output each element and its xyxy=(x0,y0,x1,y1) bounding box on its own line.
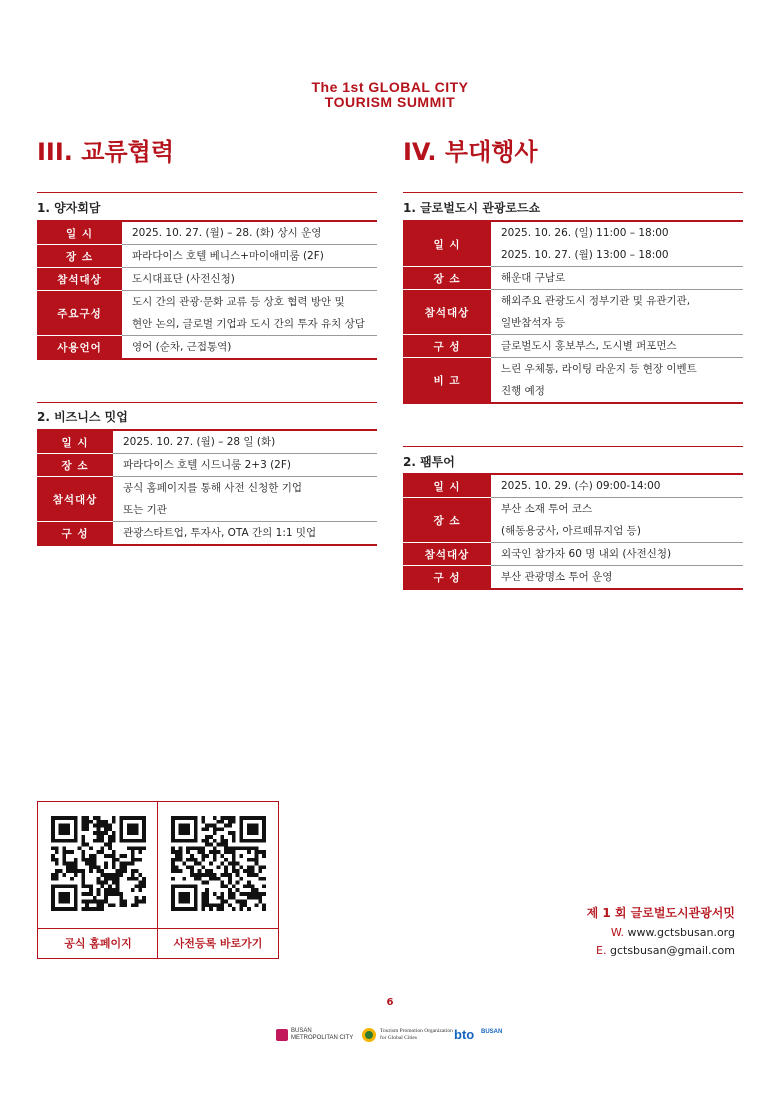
row-key: 구 성 xyxy=(37,522,113,546)
contact-web xyxy=(611,926,735,939)
qr-pre-registration[interactable] xyxy=(158,802,278,958)
row-key: 구 성 xyxy=(403,566,491,590)
qr-code-icon[interactable] xyxy=(51,816,146,911)
row-key: 장 소 xyxy=(37,454,113,477)
row-value xyxy=(491,290,743,335)
bto-mark-icon: bto xyxy=(454,1027,475,1042)
row-value-line: 외국인 참가자 60 명 내외 (사전신청) xyxy=(501,548,672,560)
row-value-line: 2025. 10. 26. (일) 11:00 – 18:00 xyxy=(501,227,669,239)
row-value-line: 느린 우체통, 라이팅 라운지 등 현장 이벤트 xyxy=(501,363,697,375)
row-value xyxy=(491,474,743,498)
row-value xyxy=(113,454,377,477)
row-value-line: 해외주요 관광도시 정부기관 및 유관기관, xyxy=(501,295,691,307)
logo-line1: The 1st GLOBAL CITY xyxy=(311,79,469,95)
email-link[interactable]: gctsbusan@gmail.com xyxy=(609,944,735,957)
row-key: 참석대상 xyxy=(37,477,113,522)
busan-logo-line1: BUSAN xyxy=(291,1028,312,1034)
tpo-logo-line1: Tourism Promotion Organization xyxy=(380,1028,453,1034)
row-value-line: (해동용궁사, 아르떼뮤지엄 등) xyxy=(501,525,641,537)
row-value xyxy=(491,498,743,543)
row-value-line: 2025. 10. 27. (월) – 28 일 (화) xyxy=(123,436,276,448)
table-row xyxy=(403,290,743,335)
row-value-line: 글로벌도시 홍보부스, 도시별 퍼포먼스 xyxy=(501,340,677,352)
row-key: 참석대상 xyxy=(37,268,122,291)
row-value-line: 현안 논의, 글로벌 기업과 도시 간의 투자 유치 상담 xyxy=(132,318,365,330)
row-value xyxy=(113,477,377,522)
busan-mark-icon xyxy=(276,1029,288,1041)
subheading-business-meetup: 2. 비즈니스 밋업 xyxy=(37,410,128,424)
business-meetup-table xyxy=(37,429,377,546)
table-row xyxy=(403,221,743,267)
row-key: 장 소 xyxy=(403,498,491,543)
qr-label-homepage[interactable]: 공식 홈페이지 xyxy=(38,928,158,958)
table-row xyxy=(403,474,743,498)
row-key: 일 시 xyxy=(403,474,491,498)
row-value-line: 2025. 10. 29. (수) 09:00-14:00 xyxy=(501,480,661,492)
row-key: 일 시 xyxy=(37,221,122,245)
row-key: 참석대상 xyxy=(403,290,491,335)
row-value-line: 도시대표단 (사전신청) xyxy=(132,273,235,285)
row-value xyxy=(491,543,743,566)
tpo-mark-icon xyxy=(362,1028,376,1042)
row-value xyxy=(122,221,377,245)
summit-logo xyxy=(0,80,780,110)
qr-official-homepage[interactable] xyxy=(38,802,158,958)
row-key: 일 시 xyxy=(37,430,113,454)
row-value-line: 부산 소재 투어 코스 xyxy=(501,503,593,515)
row-value-line: 2025. 10. 27. (월) – 28. (화) 상시 운영 xyxy=(132,227,322,239)
subheading-fam-tour: 2. 팸투어 xyxy=(403,455,455,469)
table-row xyxy=(403,358,743,404)
busan-logo-line2: METROPOLITAN CITY xyxy=(291,1035,354,1041)
row-key: 일 시 xyxy=(403,221,491,267)
row-key: 장 소 xyxy=(37,245,122,268)
row-value-line: 파라다이스 호텔 베니스+마이애미룸 (2F) xyxy=(132,250,324,262)
table-row xyxy=(403,267,743,290)
row-value-line: 일반참석자 등 xyxy=(501,317,566,329)
subheading-roadshow: 1. 글로벌도시 관광로드쇼 xyxy=(403,201,541,215)
row-value xyxy=(113,522,377,546)
row-value xyxy=(491,221,743,267)
row-value-line: 영어 (순차, 근접통역) xyxy=(132,341,232,353)
row-value-line: 도시 간의 관광·문화 교류 등 상호 협력 방안 및 xyxy=(132,296,345,308)
tpo-logo-line2: for Global Cities xyxy=(380,1035,417,1041)
table-row xyxy=(403,498,743,543)
table-row xyxy=(37,336,377,360)
qr-code-box xyxy=(37,801,279,959)
row-value-line: 2025. 10. 27. (월) 13:00 – 18:00 xyxy=(501,249,669,261)
row-value xyxy=(122,245,377,268)
row-value xyxy=(113,430,377,454)
row-value xyxy=(122,336,377,360)
email-label: E. xyxy=(596,944,607,957)
row-value-line: 공식 홈페이지를 통해 사전 신청한 기업 xyxy=(123,482,302,494)
row-value-line: 해운대 구남로 xyxy=(501,272,566,284)
row-value-line: 진행 예정 xyxy=(501,385,545,397)
divider xyxy=(403,446,743,447)
row-key: 사용언어 xyxy=(37,336,122,360)
table-row xyxy=(37,221,377,245)
table-row xyxy=(37,522,377,546)
row-key: 주요구성 xyxy=(37,291,122,336)
page-number: 6 xyxy=(386,997,394,1008)
logo-line2: TOURISM SUMMIT xyxy=(324,94,456,110)
table-row xyxy=(37,477,377,522)
divider xyxy=(403,192,743,193)
contact-email xyxy=(596,944,735,957)
row-value xyxy=(122,291,377,336)
table-row xyxy=(37,268,377,291)
bilateral-meeting-table xyxy=(37,220,377,360)
row-value-line: 또는 기관 xyxy=(123,504,167,516)
web-link[interactable]: www.gctsbusan.org xyxy=(627,926,735,939)
row-value-line: 파라다이스 호텔 시드니룸 2+3 (2F) xyxy=(123,459,291,471)
table-row xyxy=(403,566,743,590)
divider xyxy=(37,402,377,403)
qr-label-registration[interactable]: 사전등록 바로가기 xyxy=(158,928,278,958)
row-value xyxy=(491,335,743,358)
section-title-exchange: III. 교류협력 xyxy=(37,138,174,166)
table-row xyxy=(37,454,377,477)
web-label: W. xyxy=(610,926,624,939)
fam-tour-table xyxy=(403,473,743,590)
row-key: 장 소 xyxy=(403,267,491,290)
bto-logo-text: BUSAN xyxy=(481,1029,503,1035)
qr-code-icon[interactable] xyxy=(171,816,266,911)
row-value xyxy=(491,267,743,290)
divider xyxy=(37,192,377,193)
row-key: 참석대상 xyxy=(403,543,491,566)
subheading-bilateral: 1. 양자회담 xyxy=(37,201,101,215)
row-value xyxy=(491,358,743,404)
row-value xyxy=(491,566,743,590)
roadshow-table xyxy=(403,220,743,404)
table-row xyxy=(37,291,377,336)
table-row xyxy=(403,543,743,566)
contact-title: 제 1 회 글로벌도시관광서밋 xyxy=(586,906,735,920)
row-key: 구 성 xyxy=(403,335,491,358)
table-row xyxy=(37,430,377,454)
section-title-side-events: IV. 부대행사 xyxy=(403,138,538,166)
row-value-line: 관광스타트업, 투자사, OTA 간의 1:1 밋업 xyxy=(123,527,317,539)
row-value-line: 부산 관광명소 투어 운영 xyxy=(501,571,613,583)
row-value xyxy=(122,268,377,291)
row-key: 비 고 xyxy=(403,358,491,404)
table-row xyxy=(37,245,377,268)
table-row xyxy=(403,335,743,358)
